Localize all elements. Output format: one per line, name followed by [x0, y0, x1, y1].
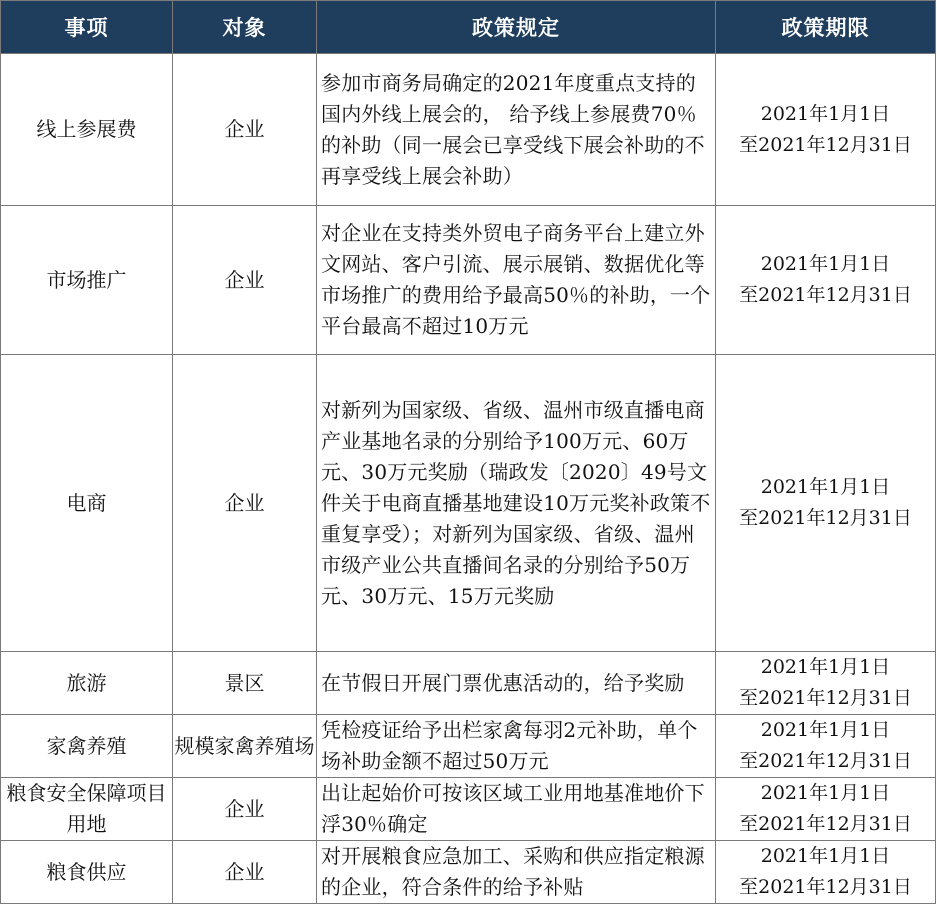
- cell-target: 企业: [173, 778, 317, 841]
- cell-item: 线上参展费: [1, 54, 173, 206]
- period-start: 2021年1月1日: [760, 102, 891, 125]
- period-start: 2021年1月1日: [760, 476, 891, 498]
- cell-policy: 参加市商务局确定的2021年度重点支持的国内外线上展会的， 给予线上参展费70％的补助（同一展会已享受线下展会补助的不再享受线上展会补助）: [317, 54, 716, 206]
- cell-policy: 对开展粮食应急加工、采购和供应指定粮源的企业，符合条件的给予补贴: [317, 841, 716, 904]
- table-row: [1, 652, 936, 715]
- cell-period: [716, 841, 936, 904]
- table-row: [1, 54, 936, 206]
- header-row: [1, 1, 936, 54]
- period-end: 至2021年12月31日: [739, 507, 912, 529]
- period-start: 2021年1月1日: [760, 719, 891, 741]
- table-row: [1, 715, 936, 778]
- table-row: [1, 778, 936, 841]
- cell-target: 企业: [173, 54, 317, 206]
- cell-target: 企业: [173, 206, 317, 355]
- header-period: 政策期限: [716, 1, 936, 54]
- period-end: 至2021年12月31日: [739, 750, 912, 772]
- cell-policy: 出让起始价可按该区域工业用地基准地价下浮30％确定: [317, 778, 716, 841]
- cell-item: 家禽养殖: [1, 715, 173, 778]
- cell-period: [716, 206, 936, 355]
- cell-item: 市场推广: [1, 206, 173, 355]
- period-end: 至2021年12月31日: [739, 876, 912, 898]
- period-end: 至2021年12月31日: [739, 813, 912, 835]
- period-end: 至2021年12月31日: [739, 133, 912, 156]
- period-start: 2021年1月1日: [760, 782, 891, 804]
- header-target: 对象: [173, 1, 317, 54]
- cell-policy: 在节假日开展门票优惠活动的，给予奖励: [317, 652, 716, 715]
- cell-period: [716, 715, 936, 778]
- cell-target: 景区: [173, 652, 317, 715]
- cell-target: 企业: [173, 841, 317, 904]
- cell-policy: 凭检疫证给予出栏家禽每羽2元补助，单个场补助金额不超过50万元: [317, 715, 716, 778]
- table-row: [1, 206, 936, 355]
- cell-target: 规模家禽养殖场: [173, 715, 317, 778]
- period-end: 至2021年12月31日: [739, 687, 912, 709]
- cell-policy: 对新列为国家级、省级、温州市级直播电商产业基地名录的分别给予100万元、60万元、30万元奖励（瑞政发〔2020〕49号文件关于电商直播基地建设10万元奖补政策不重复享受）；对新列为国家级、省级、温州市级产业公共直播间名录的分别给予50万元、30万元、15万元奖励: [317, 355, 716, 652]
- cell-period: [716, 652, 936, 715]
- cell-period: [716, 54, 936, 206]
- cell-policy: 对企业在支持类外贸电子商务平台上建立外文网站、客户引流、展示展销、数据优化等市场推广的费用给予最高50％的补助，一个平台最高不超过10万元: [317, 206, 716, 355]
- cell-item: 电商: [1, 355, 173, 652]
- period-start: 2021年1月1日: [760, 845, 891, 867]
- header-policy: 政策规定: [317, 1, 716, 54]
- header-item: 事项: [1, 1, 173, 54]
- table-row: [1, 355, 936, 652]
- cell-period: [716, 355, 936, 652]
- cell-target: 企业: [173, 355, 317, 652]
- period-start: 2021年1月1日: [760, 656, 891, 678]
- period-start: 2021年1月1日: [760, 253, 891, 275]
- table-row: [1, 841, 936, 904]
- cell-item: 粮食安全保障项目用地: [1, 778, 173, 841]
- cell-item: 粮食供应: [1, 841, 173, 904]
- cell-item: 旅游: [1, 652, 173, 715]
- cell-period: [716, 778, 936, 841]
- period-end: 至2021年12月31日: [739, 284, 912, 306]
